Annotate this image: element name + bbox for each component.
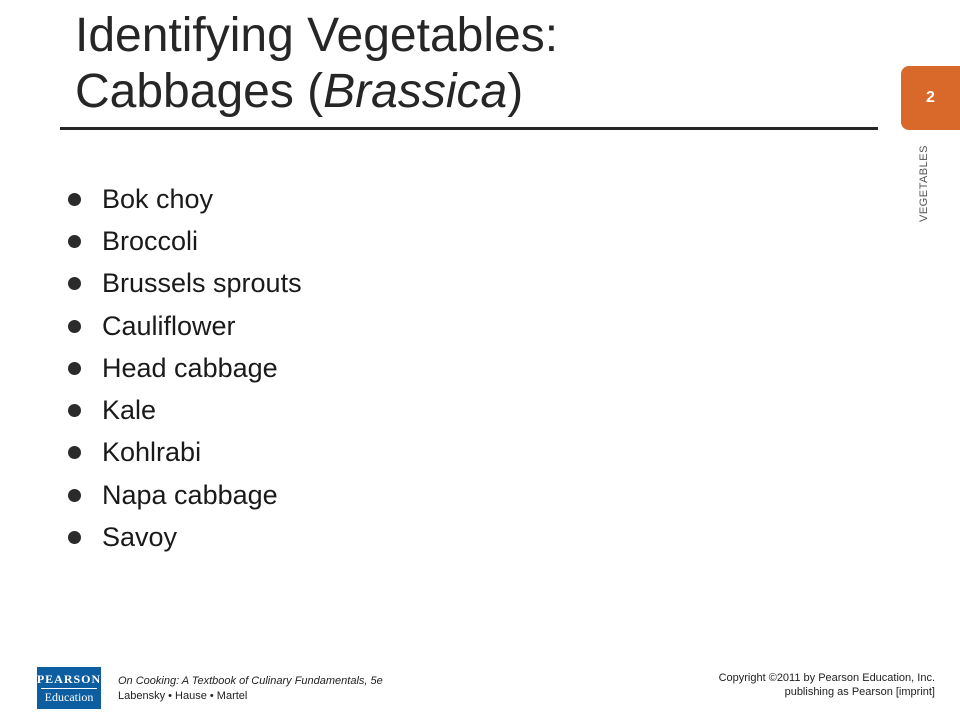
list-item <box>68 432 302 474</box>
bullet-icon <box>68 446 81 459</box>
list-item <box>68 347 302 389</box>
list-item-text: Kohlrabi <box>102 437 202 468</box>
pearson-logo <box>37 667 101 709</box>
title-underline <box>60 127 878 130</box>
title-line-2-prefix: Cabbages ( <box>75 65 324 118</box>
list-item-text: Bok choy <box>102 183 214 214</box>
logo-word-pearson: PEARSON <box>36 671 102 686</box>
bullet-icon <box>68 489 81 502</box>
list-item-text: Broccoli <box>102 225 199 256</box>
logo-divider <box>41 688 97 689</box>
page-number: 2 <box>926 89 935 106</box>
list-item-text: Napa cabbage <box>102 479 278 510</box>
title-line-2-suffix: ) <box>507 65 524 118</box>
list-item <box>68 474 302 516</box>
bullet-list <box>68 178 302 559</box>
list-item <box>68 178 302 220</box>
bullet-icon <box>68 320 81 333</box>
title-line-2 <box>75 64 875 120</box>
bullet-icon <box>68 235 81 248</box>
copyright-line-1: Copyright ©2011 by Pearson Education, Inc. <box>718 672 935 684</box>
list-item-text: Savoy <box>102 522 178 553</box>
logo-word-education: Education <box>44 689 94 704</box>
copyright-notice <box>719 671 935 699</box>
bullet-icon <box>68 193 81 206</box>
title-line-1: Identifying Vegetables: <box>75 9 559 62</box>
book-authors: Labensky • Hause • Martel <box>118 690 248 702</box>
section-label: VEGETABLES <box>918 145 930 222</box>
list-item-text: Head cabbage <box>102 352 278 383</box>
bullet-icon <box>68 277 81 290</box>
copyright-line-2: publishing as Pearson [imprint] <box>784 686 935 698</box>
list-item <box>68 305 302 347</box>
list-item <box>68 263 302 305</box>
bullet-icon <box>68 362 81 375</box>
list-item-text: Kale <box>102 395 157 426</box>
list-item-text: Brussels sprouts <box>102 268 302 299</box>
list-item <box>68 220 302 262</box>
title-line-2-italic: Brassica <box>323 65 508 118</box>
bullet-icon <box>68 531 81 544</box>
page-number-tab <box>901 66 960 130</box>
list-item-text: Cauliflower <box>102 310 236 341</box>
slide-title <box>75 8 875 120</box>
book-title: On Cooking: A Textbook of Culinary Fundamentals, 5e <box>118 675 383 687</box>
list-item <box>68 516 302 558</box>
bullet-icon <box>68 404 81 417</box>
list-item <box>68 389 302 431</box>
